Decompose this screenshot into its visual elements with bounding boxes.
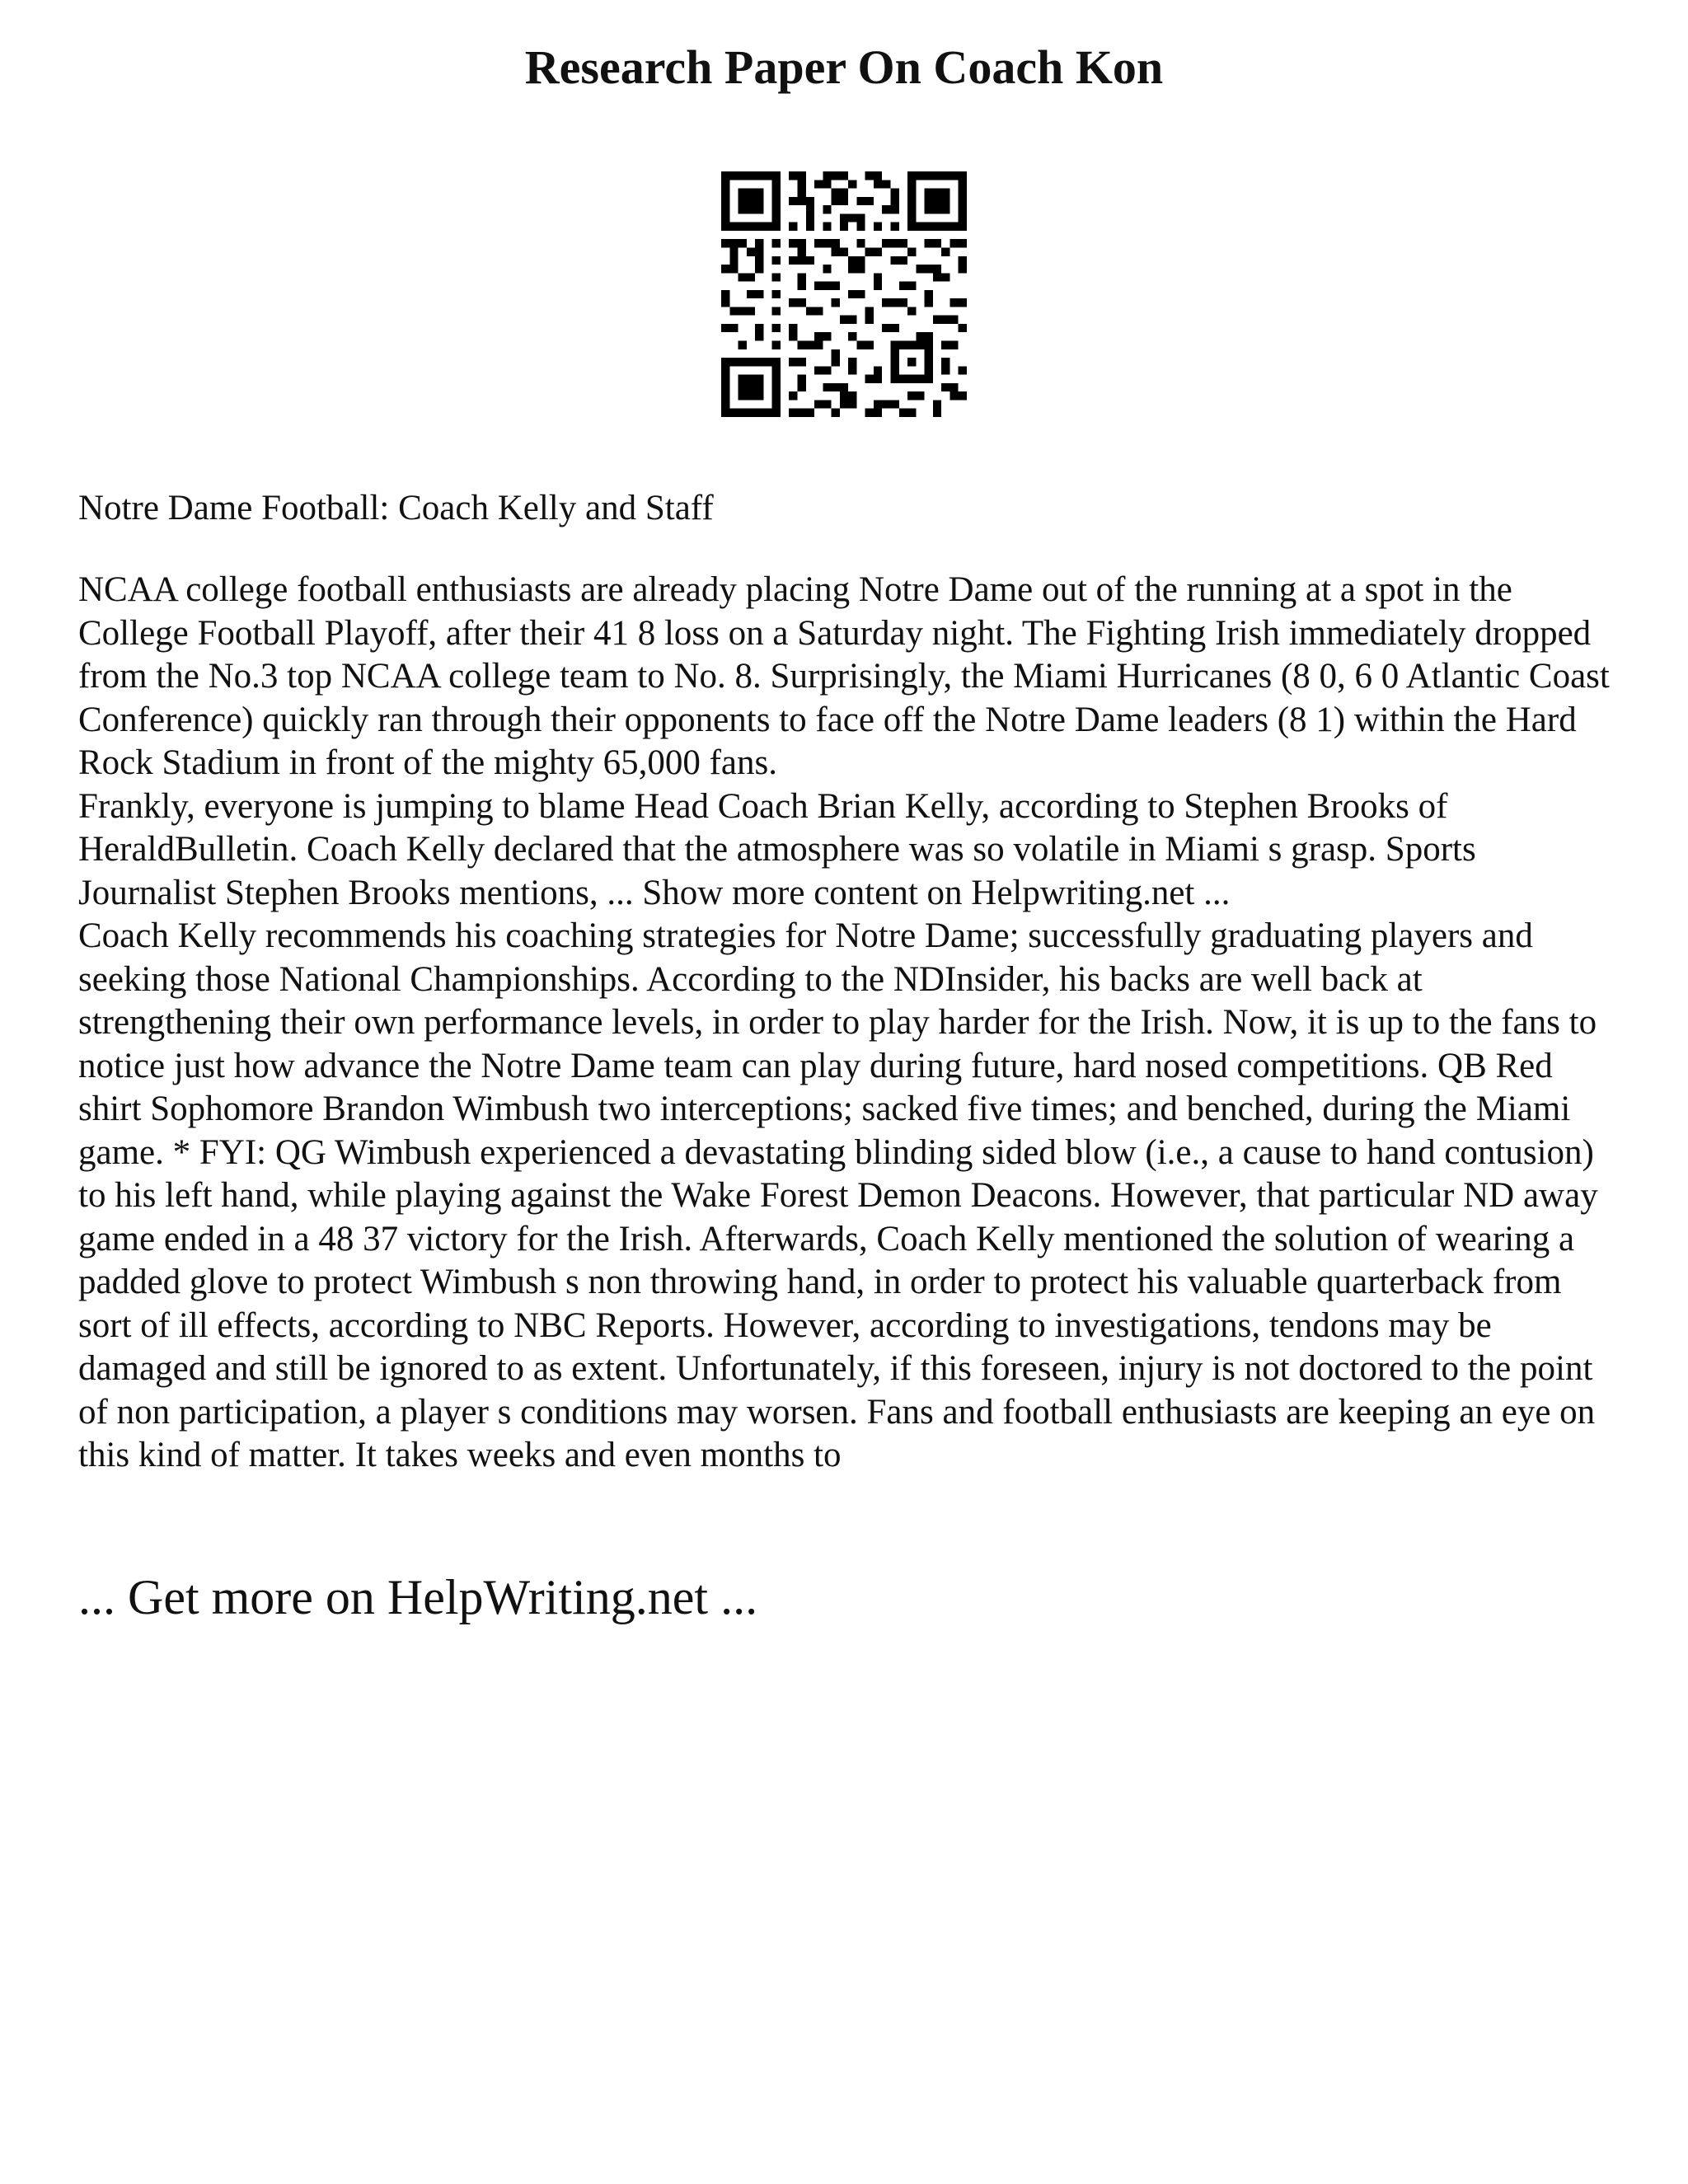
page-title: Research Paper On Coach Kon xyxy=(524,40,1164,94)
document-body xyxy=(78,569,1620,1478)
document-subtitle: Notre Dame Football: Coach Kelly and Staff xyxy=(78,489,714,527)
qr-code-icon xyxy=(721,171,967,417)
paragraph: Frankly, everyone is jumping to blame Head Coach Brian Kelly, according to Stephen Brooks of HeraldBulletin. Coach Kelly declared that the atmosphere was so volatile in Miami s grasp. Sports Journalist Stephen Brooks mentions, ... Show more content on Helpwriting.net ... xyxy=(78,786,1476,912)
get-more-link[interactable]: ... Get more on HelpWriting.net ... xyxy=(78,1570,758,1624)
paragraph: Coach Kelly recommends his coaching strategies for Notre Dame; successfully graduating players and seeking those National Championships. According to the NDInsider, his backs are well back at strengthening their own performance levels, in order to play harder for the Irish. Now, it is up to the fans to notice just how advance the Notre Dame team can play during future, hard nosed competitions. QB Red shirt Sophomore Brandon Wimbush two interceptions; sacked five times; and benched, during the Miami game. * FYI: QG Wimbush experienced a devastating blinding sided blow (i.e., a cause to hand contusion) to his left hand, while playing against the Wake Forest Demon Deacons. However, that particular ND away game ended in a 48 37 victory for the Irish. Afterwards, Coach Kelly mentioned the solution of wearing a padded glove to protect Wimbush s non throwing hand, in order to protect his valuable quarterback from sort of ill effects, according to NBC Reports. However, according to investigations, tendons may be damaged and still be ignored to as extent. Unfortunately, if this foreseen, injury is not doctored to the point of non participation, a player s conditions may worsen. Fans and football enthusiasts are keeping an eye on this kind of matter. It takes weeks and even months to xyxy=(78,916,1598,1474)
paragraph: NCAA college football enthusiasts are already placing Notre Dame out of the running at a spot in the College Football Playoff, after their 41 8 loss on a Saturday night. The Fighting Irish immediately dropped from the No.3 top NCAA college team to No. 8. Surprisingly, the Miami Hurricanes (8 0, 6 0 Atlantic Coast Conference) quickly ran through their opponents to face off the Notre Dame leaders (8 1) within the Hard Rock Stadium in front of the mighty 65,000 fans. xyxy=(78,570,1610,782)
